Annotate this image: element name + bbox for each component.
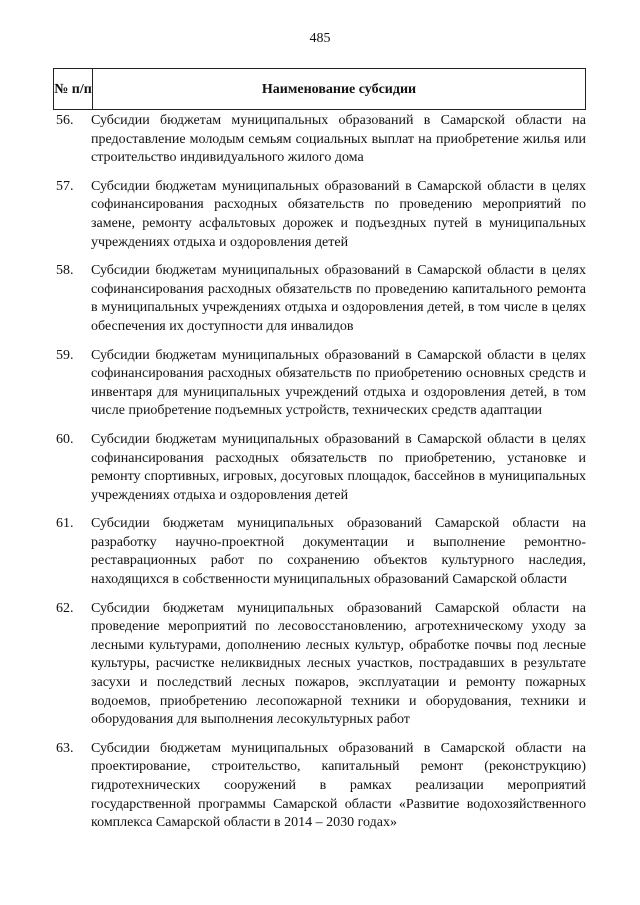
column-header-number: № п/п [54, 69, 93, 110]
item-text: Субсидии бюджетам муниципальных образований Самарской области на разработку научно-проектной документации и выполнение ремонтно-реставрационных работ по сохранению объектов культурного наследия, находящихся в собственности муниципальных образований Самарской области [91, 516, 586, 588]
item-text: Субсидии бюджетам муниципальных образований в Самарской области на проектирование, строительство, капитальный ремонт (реконструкцию) гидротехнических сооружений в рамках реализации мероприятий государственной программы Самарской области «Развитие водохозяйственного комплекса Самарской области в 2014 – 2030 годах» [91, 740, 586, 831]
item-number: 59. [56, 347, 74, 363]
item-number: 56. [56, 113, 74, 128]
list-item [53, 262, 586, 336]
item-text: Субсидии бюджетам муниципальных образований в Самарской области в целях софинансирования расходных обязательств по приобретению основных средств и инвентаря для муниципальных учреждений отдыха и оздоровления детей, в том числе приобретение подъемных устройств, технических средств адаптации [91, 347, 586, 419]
item-text: Субсидии бюджетам муниципальных образований в Самарской области в целях софинансирования расходных обязательств по приобретению, установке и ремонту спортивных, игровых, досуговых площадок, бассейнов в муниципальных учреждениях отдыха и оздоровления детей [91, 431, 586, 503]
item-number: 57. [56, 178, 74, 194]
list-item [53, 600, 586, 730]
item-number: 62. [56, 600, 74, 616]
item-text: Субсидии бюджетам муниципальных образований в Самарской области в целях софинансирования расходных обязательств по проведению мероприятий по замене, ремонту асфальтовых дорожек и подъездных путей в муниципальных учреждениях отдыха и оздоровления детей [91, 178, 586, 250]
item-number: 60. [56, 431, 74, 447]
list-item [53, 515, 586, 589]
item-text: Субсидии бюджетам муниципальных образований Самарской области на проведение мероприятий по лесовосстановлению, агротехническому уходу за лесными культурами, дополнению лесных культур, обработке почвы под лесные культуры, расчистке неликвидных лесных участков, пострадавших в результате засухи и последствий лесных пожаров, эксплуатации и ремонту пожарных водоемов, приобретению лесопожарной техники и оборудования, техники и оборудования для выполнения лесокультурных работ [91, 600, 586, 728]
list-item [53, 740, 586, 833]
item-number: 58. [56, 263, 74, 279]
subsidy-table-header [53, 68, 586, 110]
page-number: 485 [309, 31, 331, 46]
column-header-title: Наименование субсидии [93, 69, 586, 110]
item-number: 61. [56, 516, 74, 532]
subsidy-list [53, 112, 586, 843]
item-number: 63. [56, 740, 74, 756]
item-text: Субсидии бюджетам муниципальных образований в Самарской области на предоставление молодым семьям социальных выплат на приобретение жилья или строительство индивидуального жилого дома [91, 113, 586, 166]
list-item [53, 112, 586, 168]
list-item [53, 347, 586, 421]
list-item [53, 431, 586, 505]
list-item [53, 178, 586, 252]
item-text: Субсидии бюджетам муниципальных образований в Самарской области в целях софинансирования расходных обязательств по проведению капитального ремонта в муниципальных учреждениях отдыха и оздоровления детей, в том числе в целях обеспечения их доступности для инвалидов [91, 263, 586, 334]
